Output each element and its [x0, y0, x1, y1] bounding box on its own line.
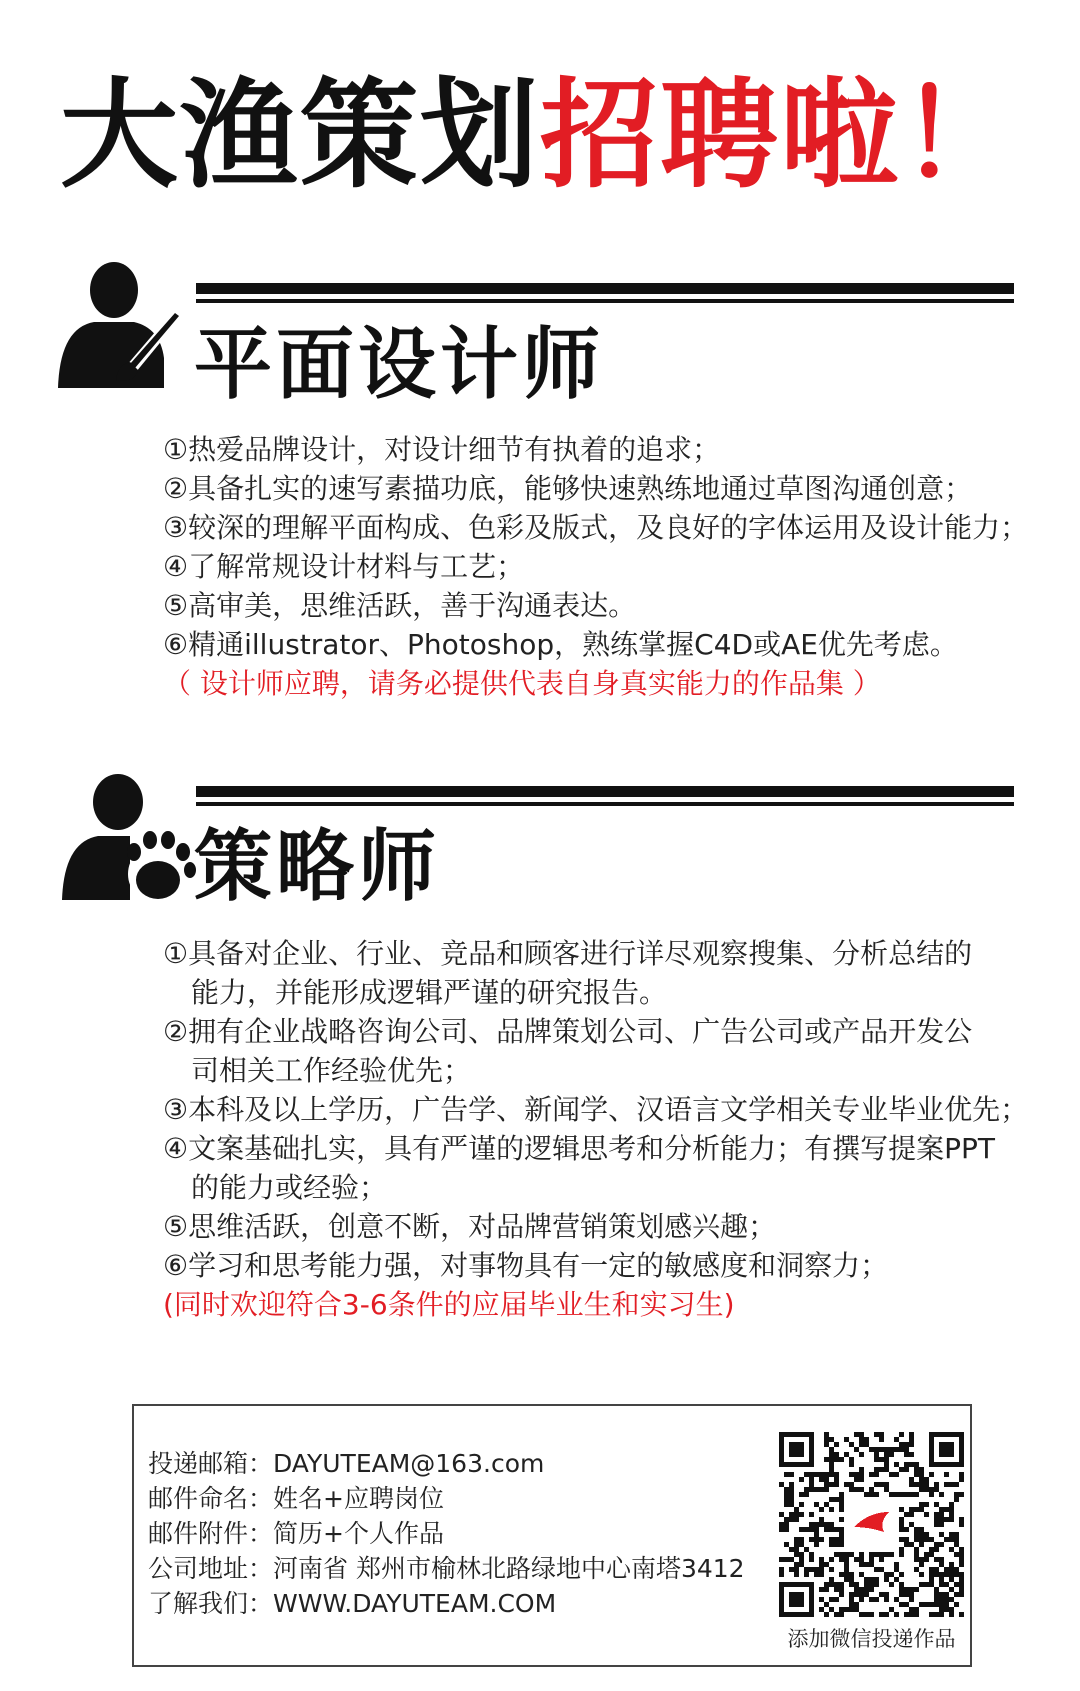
- list-item: ④文案基础扎实，具有严谨的逻辑思考和分析能力；有撰写提案PPT: [163, 1132, 995, 1165]
- list-item: ①具备对企业、行业、竞品和顾客进行详尽观察搜集、分析总结的: [163, 937, 973, 970]
- list-item: 司相关工作经验优先；: [191, 1054, 472, 1087]
- list-item: ⑤思维活跃，创意不断，对品牌营销策划感兴趣；: [163, 1210, 777, 1243]
- person-with-brush-icon: [56, 258, 186, 393]
- wechat-qr-code: [779, 1432, 964, 1617]
- list-item: ②具备扎实的速写素描功底，能够快速熟练地通过草图沟通创意；: [163, 472, 973, 505]
- contact-info-list: [148, 1446, 745, 1621]
- list-item: ③本科及以上学历，广告学、新闻学、汉语言文学相关专业毕业优先；: [163, 1093, 1029, 1126]
- requirement-list: [163, 430, 1028, 703]
- section-title: 策略师: [194, 822, 441, 912]
- list-item: ⑥学习和思考能力强，对事物具有一定的敏感度和洞察力；: [163, 1249, 889, 1282]
- contact-email: 投递邮箱：DAYUTEAM@163.com: [148, 1449, 545, 1478]
- list-item: ①热爱品牌设计，对设计细节有执着的追求；: [163, 433, 721, 466]
- contact-attachments: 邮件附件：简历+个人作品: [148, 1519, 444, 1548]
- list-item: ⑤高审美，思维活跃，善于沟通表达。: [163, 589, 637, 622]
- list-item: ③较深的理解平面构成、色彩及版式，及良好的字体运用及设计能力；: [163, 511, 1029, 544]
- contact-box: [132, 1404, 972, 1667]
- page-headline: [0, 66, 1080, 204]
- headline-company: 大渔策划: [59, 66, 540, 204]
- headline-hiring: 招聘啦！: [540, 66, 1021, 204]
- contact-address: 公司地址：河南省 郑州市榆林北路绿地中心南塔3412: [148, 1554, 745, 1583]
- section-note: （ 设计师应聘，请务必提供代表自身真实能力的作品集 ）: [163, 667, 881, 700]
- qr-caption: 添加微信投递作品: [787, 1627, 956, 1651]
- list-item: ⑥精通illustrator、Photoshop，熟练掌握C4D或AE优先考虑。: [163, 628, 958, 661]
- person-with-paw-icon: [60, 770, 200, 905]
- requirement-list: [163, 934, 1028, 1324]
- section-note: (同时欢迎符合3-6条件的应届毕业生和实习生): [163, 1288, 735, 1321]
- section-divider: [196, 786, 1014, 806]
- list-item: ④了解常规设计材料与工艺；: [163, 550, 525, 583]
- list-item: ②拥有企业战略咨询公司、品牌策划公司、广告公司或产品开发公: [163, 1015, 973, 1048]
- section-title: 平面设计师: [194, 320, 605, 410]
- contact-email-naming: 邮件命名：姓名+应聘岗位: [148, 1484, 444, 1513]
- contact-website: 了解我们：WWW.DAYUTEAM.COM: [148, 1589, 557, 1618]
- section-divider: [196, 283, 1014, 303]
- list-item: 能力，并能形成逻辑严谨的研究报告。: [191, 976, 668, 1009]
- list-item: 的能力或经验；: [191, 1171, 388, 1204]
